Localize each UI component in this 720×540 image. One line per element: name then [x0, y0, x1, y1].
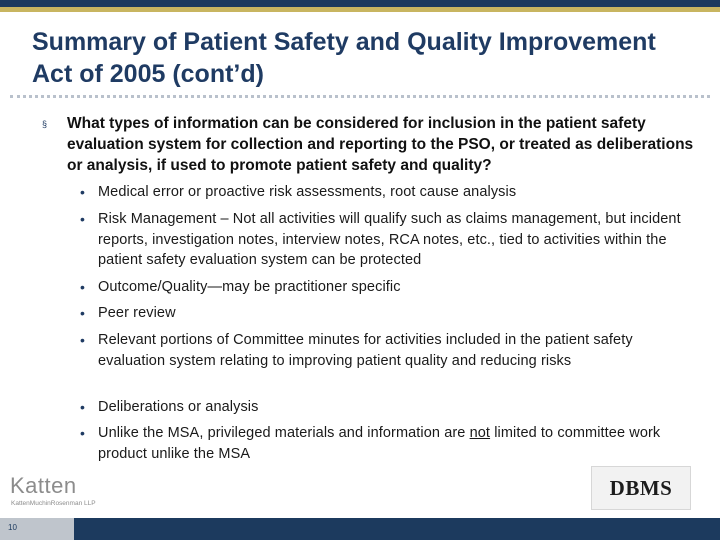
msa-text-before: Unlike the MSA, privileged materials and information are [98, 425, 470, 441]
item-bullet: • [80, 279, 85, 295]
list-item-committee-minutes: Relevant portions of Committee minutes for activities included in the patient safety evaluation system relating to improving patient quality and reducing risks [98, 332, 633, 369]
slide-title: Summary of Patient Safety and Quality Improvement Act of 2005 (cont’d) [32, 28, 656, 88]
item-bullet: • [80, 399, 85, 415]
top-gold-stripe [0, 7, 720, 12]
dbms-logo [591, 466, 691, 510]
list-item-msa-comparison [98, 423, 688, 464]
msa-text-after: limited to committee work product unlike the MSA [98, 425, 661, 462]
list-item-risk-management: Risk Management – Not all activities will qualify such as claims management, but incident reports, investigation notes, interview notes, RCA notes, etc., tied to activities within the patient safety evaluation system can be protected [98, 211, 681, 268]
question-text: What types of information can be considered for inclusion in the patient safety evaluation system for collection and reporting to the PSO, or treated as deliberations or analysis, if used to promote patient safety and quality? [67, 115, 694, 174]
list-item-peer-review: Peer review [98, 305, 176, 321]
dbms-logo-text: DBMS [609, 475, 673, 500]
katten-logo-subtitle: KattenMuchinRosenman LLP [11, 500, 96, 507]
katten-logo: Katten [10, 473, 77, 498]
list-item-risk-assessments: Medical error or proactive risk assessments, root cause analysis [98, 184, 517, 200]
item-bullet: • [80, 305, 85, 321]
footer-bar [0, 518, 720, 540]
top-accent-bar [0, 0, 720, 7]
item-bullet: • [80, 425, 85, 441]
msa-text-emphasis: not [469, 425, 491, 441]
page-number: 10 [8, 523, 17, 532]
item-bullet: • [80, 184, 85, 200]
title-divider [10, 95, 710, 98]
item-bullet: • [80, 211, 85, 227]
question-bullet: § [42, 119, 48, 129]
item-bullet: • [80, 332, 85, 348]
list-item-outcome-quality: Outcome/Quality—may be practitioner specific [98, 279, 401, 295]
list-item-deliberations: Deliberations or analysis [98, 399, 259, 415]
